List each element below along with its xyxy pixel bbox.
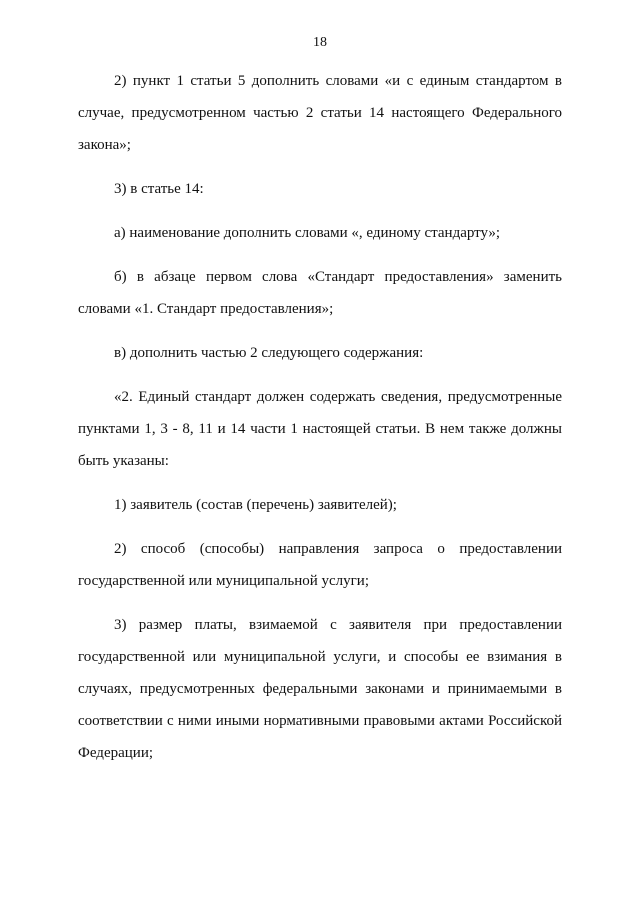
paragraph: 2) пункт 1 статьи 5 дополнить словами «и с единым стандартом в случае, предусмотренном частью 2 статьи 14 настоящего Федерального закона»; (78, 73, 562, 153)
paragraph: 2) способ (способы) направления запроса о предоставлении государственной или муниципальной услуги; (78, 541, 562, 589)
paragraph: 1) заявитель (состав (перечень) заявителей); (114, 497, 397, 513)
paragraph: 3) в статье 14: (114, 181, 204, 197)
page-number: 18 (313, 35, 327, 50)
paragraph: в) дополнить частью 2 следующего содержания: (114, 345, 424, 361)
document-body (78, 65, 562, 781)
paragraph: а) наименование дополнить словами «, единому стандарту»; (114, 225, 501, 241)
paragraph: «2. Единый стандарт должен содержать сведения, предусмотренные пунктами 1, 3 - 8, 11 и 14 части 1 настоящей статьи. В нем также должны быть указаны: (78, 389, 562, 469)
paragraph: 3) размер платы, взимаемой с заявителя при предоставлении государственной или муниципальной услуги, и способы ее взимания в случаях, предусмотренных федеральными законами и принимаемыми в соответствии с ними иными нормативными правовыми актами Российской Федерации; (78, 617, 562, 761)
paragraph: б) в абзаце первом слова «Стандарт предоставления» заменить словами «1. Стандарт предоставления»; (78, 269, 562, 317)
